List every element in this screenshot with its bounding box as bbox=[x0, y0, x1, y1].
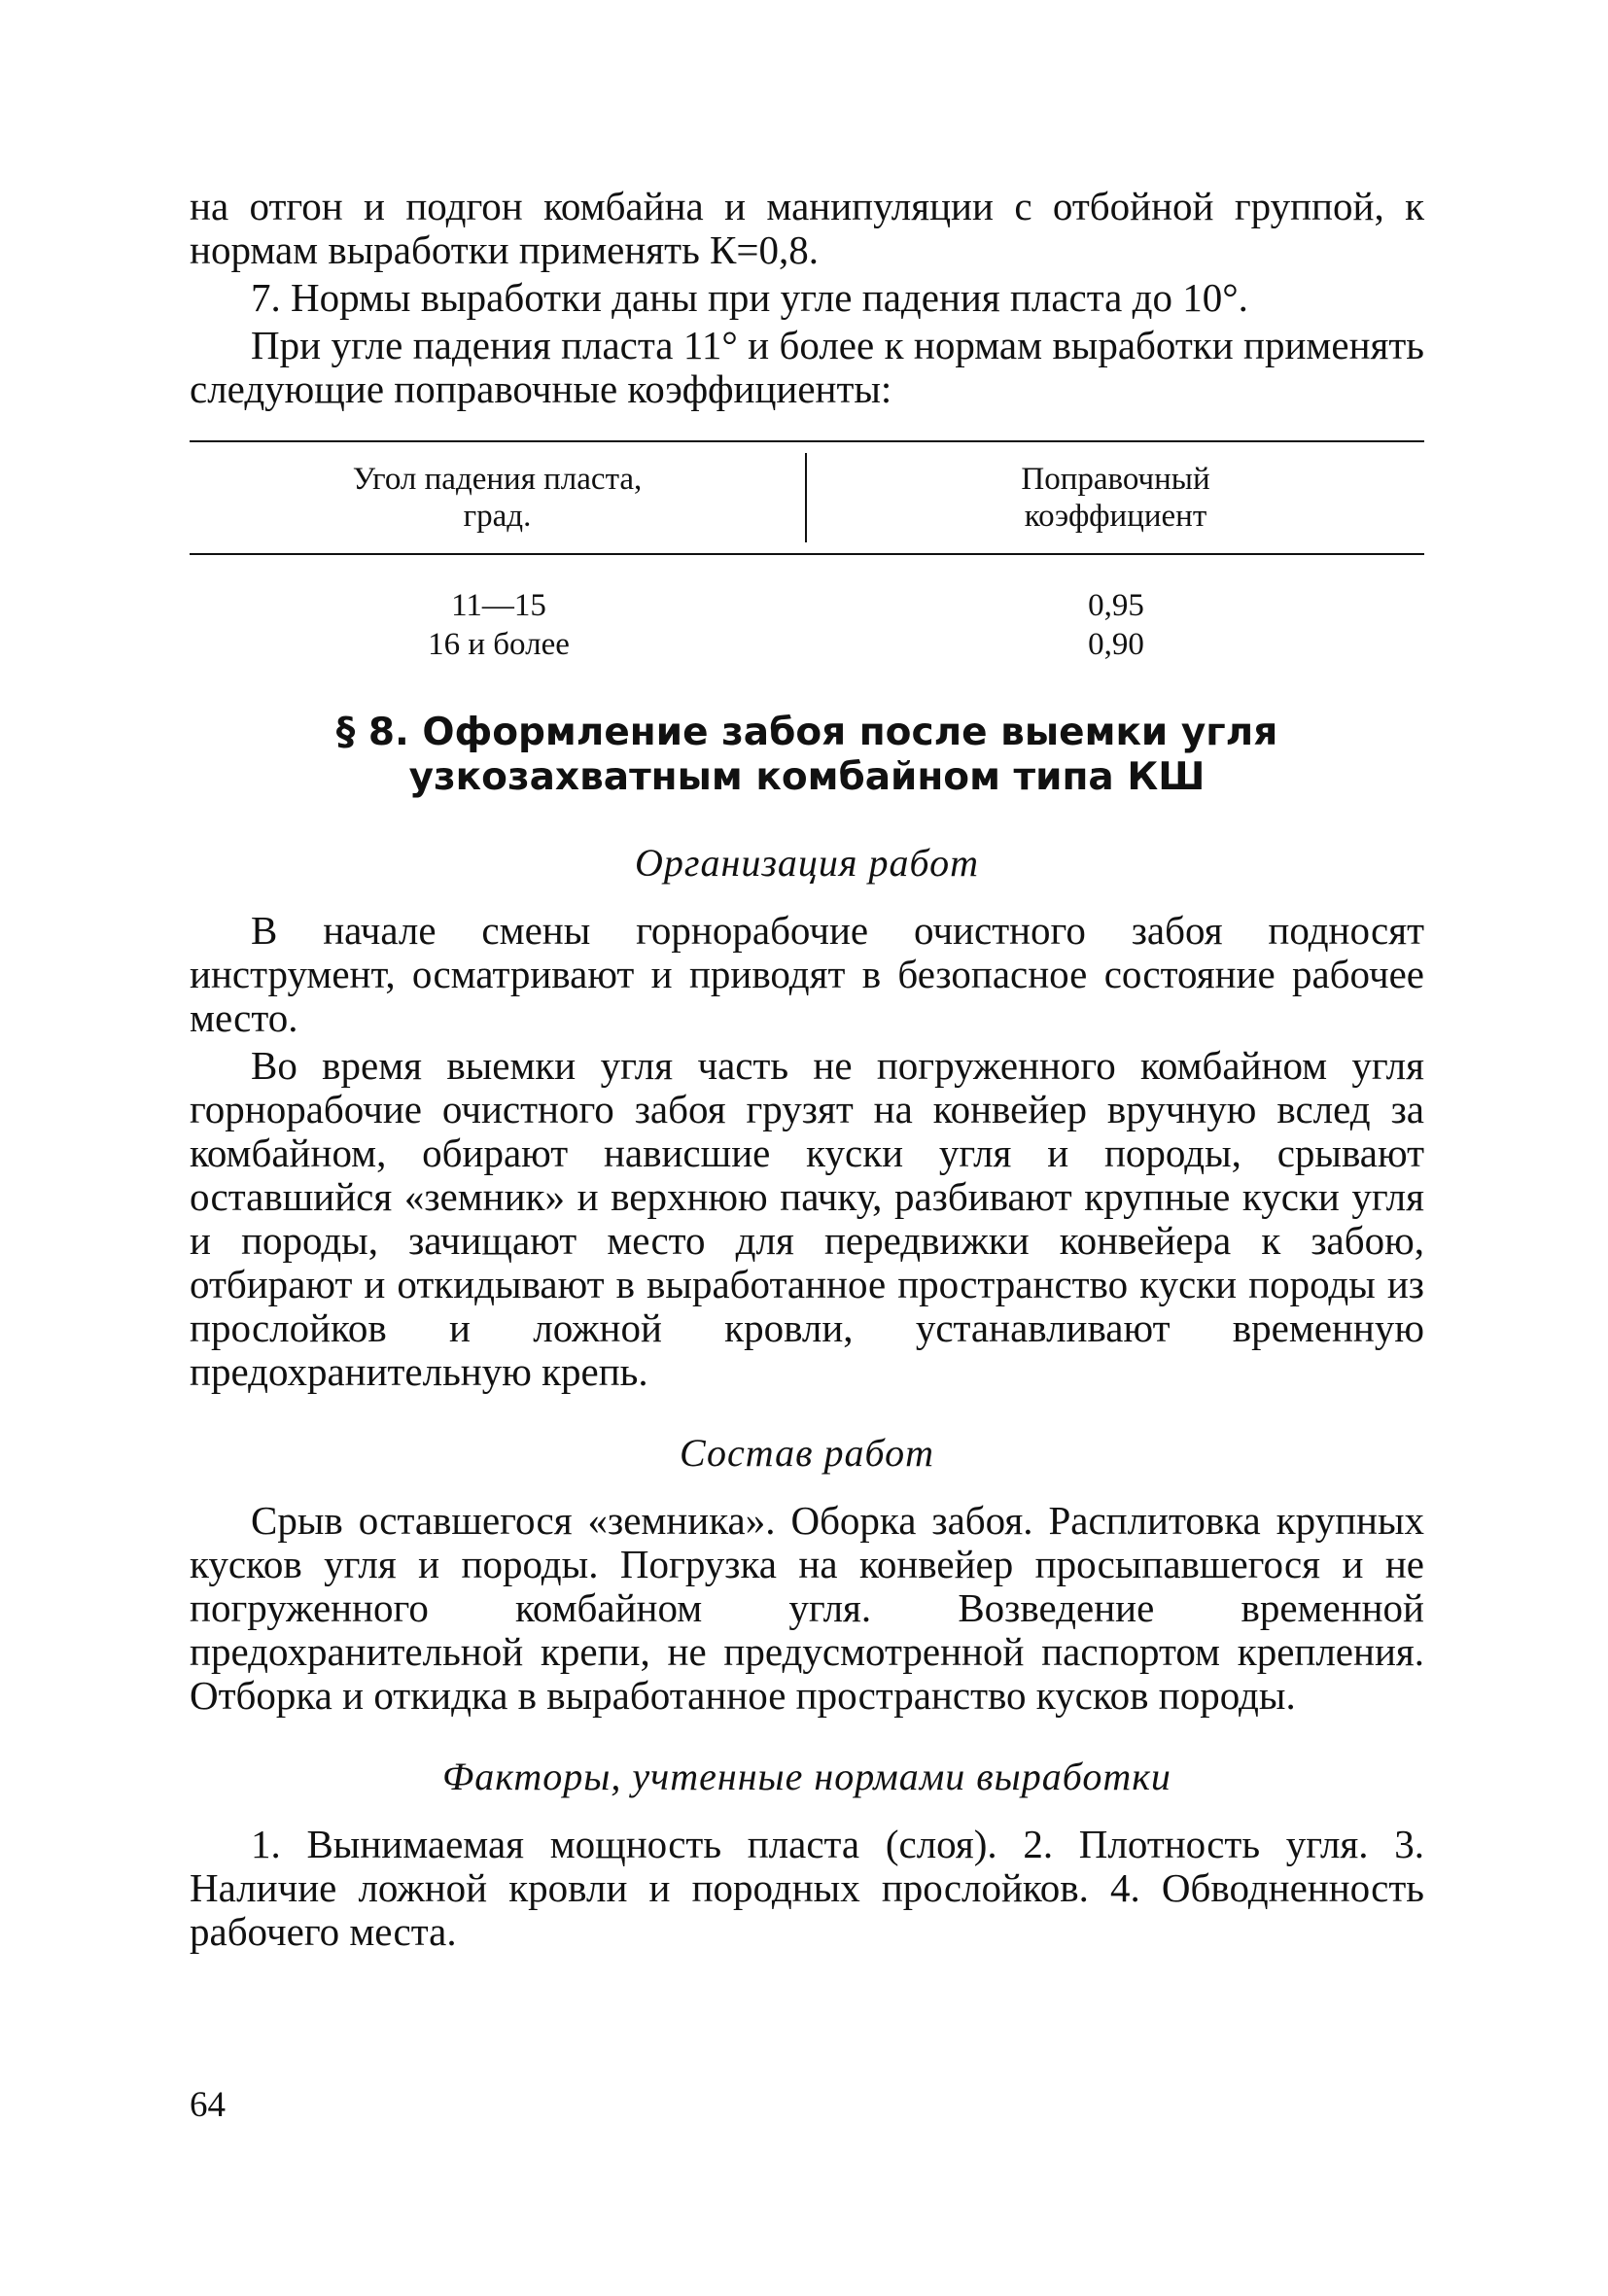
composition-paragraph: Срыв оставшегося «земника». Оборка забоя. Расплитовка крупных кусков угля и породы. Погрузка на конвейер просыпавшегося и не погруженного комбайном угля. Возведение временной предохранительной крепи, не предусмотренной паспортом крепления. Отборка и откидка в выработанное пространство кусков породы. bbox=[190, 1498, 1424, 1718]
factors-paragraph: 1. Вынимаемая мощность пласта (слоя). 2. Плотность угля. 3. Наличие ложной кровли и породных прослойков. 4. Обводненность рабочего места. bbox=[190, 1822, 1424, 1954]
table-header-angle-line2: град. bbox=[463, 499, 532, 534]
table-header-angle bbox=[190, 461, 805, 535]
table-header bbox=[190, 442, 1424, 553]
intro-paragraph-continuation: на отгон и подгон комбайна и манипуляции с отбойной группой, к нормам выработки применять К=0,8. bbox=[190, 184, 1424, 272]
section-title-line1: § 8. Оформление забоя после выемки угля bbox=[335, 711, 1278, 754]
table-cell-angle: 16 и более bbox=[428, 627, 570, 662]
table-header-coefficient-line1: Поправочный bbox=[1021, 462, 1210, 497]
table-cell-coefficient: 0,95 bbox=[1088, 588, 1144, 623]
correction-table bbox=[190, 440, 1424, 664]
intro-paragraph-norms-angle: 7. Нормы выработки даны при угле падения пласта до 10°. bbox=[251, 275, 1248, 320]
table-row bbox=[190, 586, 1424, 625]
page-content bbox=[190, 185, 1424, 1954]
organization-paragraph-2: Во время выемки угля часть не погруженного комбайном угля горнорабочие очистного забоя грузят на конвейер вручную вслед за комбайном, обирают нависшие куски угля и породы, срывают оставшийся «земник» и верхнюю пачку, разбивают крупные куски угля и породы, зачищают место для передвижки конвейера к забою, отбирают и откидывают в выработанное пространство куски породы из прослойков и ложной кровли, устанавливают временную предохранительную крепь. bbox=[190, 1043, 1424, 1394]
table-header-angle-line1: Угол падения пласта, bbox=[352, 462, 643, 497]
composition-heading: Состав работ bbox=[680, 1431, 934, 1475]
section-title bbox=[190, 711, 1424, 800]
table-header-coefficient bbox=[807, 461, 1424, 535]
table-header-coefficient-line2: коэффициент bbox=[1024, 499, 1207, 534]
section-title-line2: узкозахватным комбайном типа КШ bbox=[408, 755, 1206, 799]
factors-heading: Факторы, учтенные нормами выработки bbox=[442, 1755, 1171, 1798]
organization-heading: Организация работ bbox=[634, 841, 979, 885]
organization-paragraph-1: В начале смены горнорабочие очистного забоя подносят инструмент, осматривают и приводят в безопасное состояние рабочее место. bbox=[190, 908, 1424, 1040]
table-cell-angle: 11—15 bbox=[451, 588, 546, 623]
table-body bbox=[190, 555, 1424, 664]
table-cell-coefficient: 0,90 bbox=[1088, 627, 1144, 662]
intro-paragraph-correction: При угле падения пласта 11° и более к нормам выработки применять следующие поправочные коэффициенты: bbox=[190, 323, 1424, 411]
page-number: 64 bbox=[190, 2085, 226, 2125]
table-row bbox=[190, 625, 1424, 664]
